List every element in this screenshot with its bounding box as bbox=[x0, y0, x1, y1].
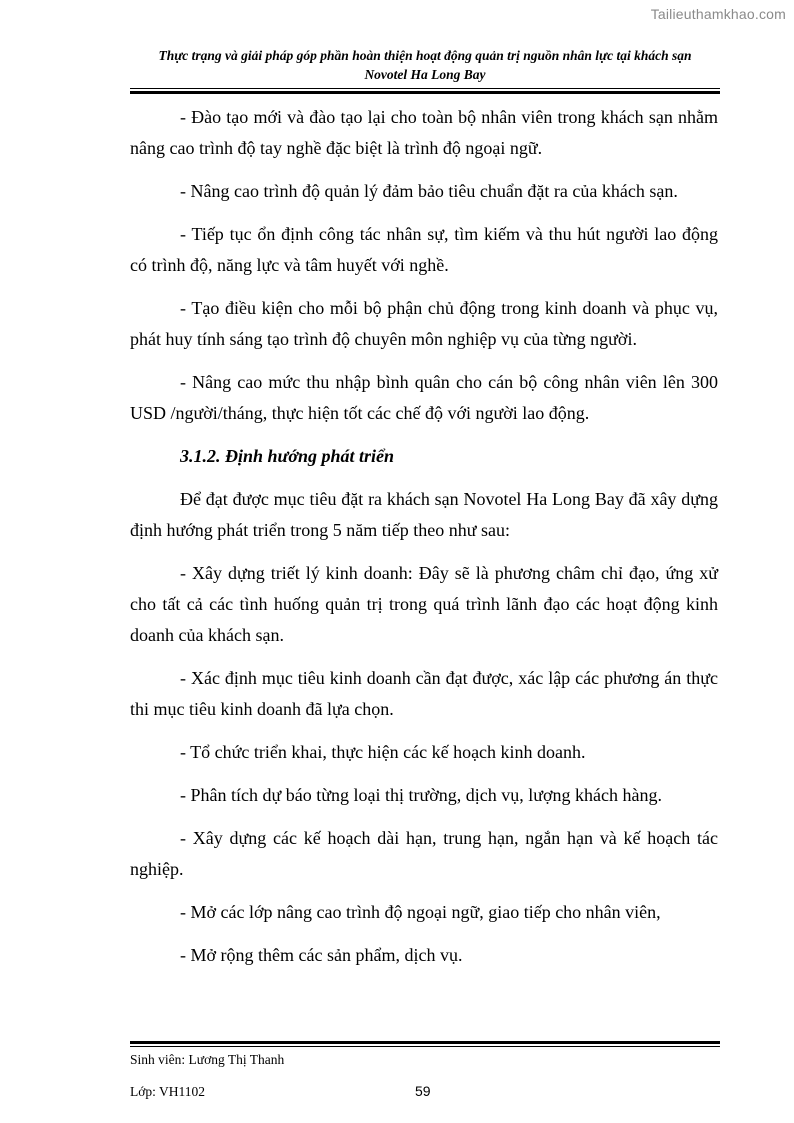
section-heading: 3.1.2. Định hướng phát triển bbox=[180, 446, 395, 466]
paragraph-objectives: - Xác định mục tiêu kinh doanh cần đạt được, xác lập các phương án thực thi mục tiêu kinh doanh đã lựa chọn. bbox=[130, 668, 718, 719]
page-number: 59 bbox=[415, 1083, 431, 1099]
paragraph-forecast: - Phân tích dự báo từng loại thị trường, dịch vụ, lượng khách hàng. bbox=[180, 785, 662, 805]
header-title-line-2: Novotel Ha Long Bay bbox=[364, 67, 486, 82]
document-body bbox=[130, 102, 718, 983]
header-divider-thick bbox=[130, 91, 720, 94]
page-header bbox=[130, 46, 720, 84]
footer-class: Lớp: VH1102 bbox=[130, 1084, 206, 1099]
footer-divider-thin bbox=[130, 1046, 720, 1047]
paragraph-training: - Đào tạo mới và đào tạo lại cho toàn bộ nhân viên trong khách sạn nhằm nâng cao trình độ tay nghề đặc biệt là trình độ ngoại ngữ. bbox=[130, 107, 718, 158]
paragraph-departments: - Tạo điều kiện cho mỗi bộ phận chủ động trong kinh doanh và phục vụ, phát huy tính sáng tạo trình độ chuyên môn nghiệp vụ của từng người. bbox=[130, 298, 718, 349]
paragraph-language-classes: - Mở các lớp nâng cao trình độ ngoại ngữ, giao tiếp cho nhân viên, bbox=[180, 902, 661, 922]
paragraph-philosophy: - Xây dựng triết lý kinh doanh: Đây sẽ là phương châm chỉ đạo, ứng xử cho tất cả các tình huống quản trị trong quá trình lãnh đạo các hoạt động kinh doanh của khách sạn. bbox=[130, 563, 718, 645]
header-divider-thin bbox=[130, 88, 720, 89]
footer-divider-thick bbox=[130, 1041, 720, 1044]
paragraph-plans: - Xây dựng các kế hoạch dài hạn, trung hạn, ngắn hạn và kế hoạch tác nghiệp. bbox=[130, 828, 718, 879]
footer-student-name: Sinh viên: Lương Thị Thanh bbox=[130, 1052, 285, 1067]
watermark: Tailieuthamkhao.com bbox=[650, 6, 786, 22]
paragraph-implementation: - Tổ chức triển khai, thực hiện các kế hoạch kinh doanh. bbox=[180, 742, 586, 762]
paragraph-staffing: - Tiếp tục ổn định công tác nhân sự, tìm kiếm và thu hút người lao động có trình độ, năng lực và tâm huyết với nghề. bbox=[130, 224, 718, 275]
paragraph-income: - Nâng cao mức thu nhập bình quân cho cán bộ công nhân viên lên 300 USD /người/tháng, thực hiện tốt các chế độ với người lao động. bbox=[130, 372, 718, 423]
paragraph-expand-services: - Mở rộng thêm các sản phẩm, dịch vụ. bbox=[180, 945, 463, 965]
header-title-line-1: Thực trạng và giải pháp góp phần hoàn thiện hoạt động quản trị nguồn nhân lực tại khách sạn bbox=[158, 48, 692, 63]
paragraph-intro: Để đạt được mục tiêu đặt ra khách sạn Novotel Ha Long Bay đã xây dựng định hướng phát triển trong 5 năm tiếp theo như sau: bbox=[130, 489, 718, 540]
paragraph-management: - Nâng cao trình độ quản lý đảm bảo tiêu chuẩn đặt ra của khách sạn. bbox=[180, 181, 678, 201]
